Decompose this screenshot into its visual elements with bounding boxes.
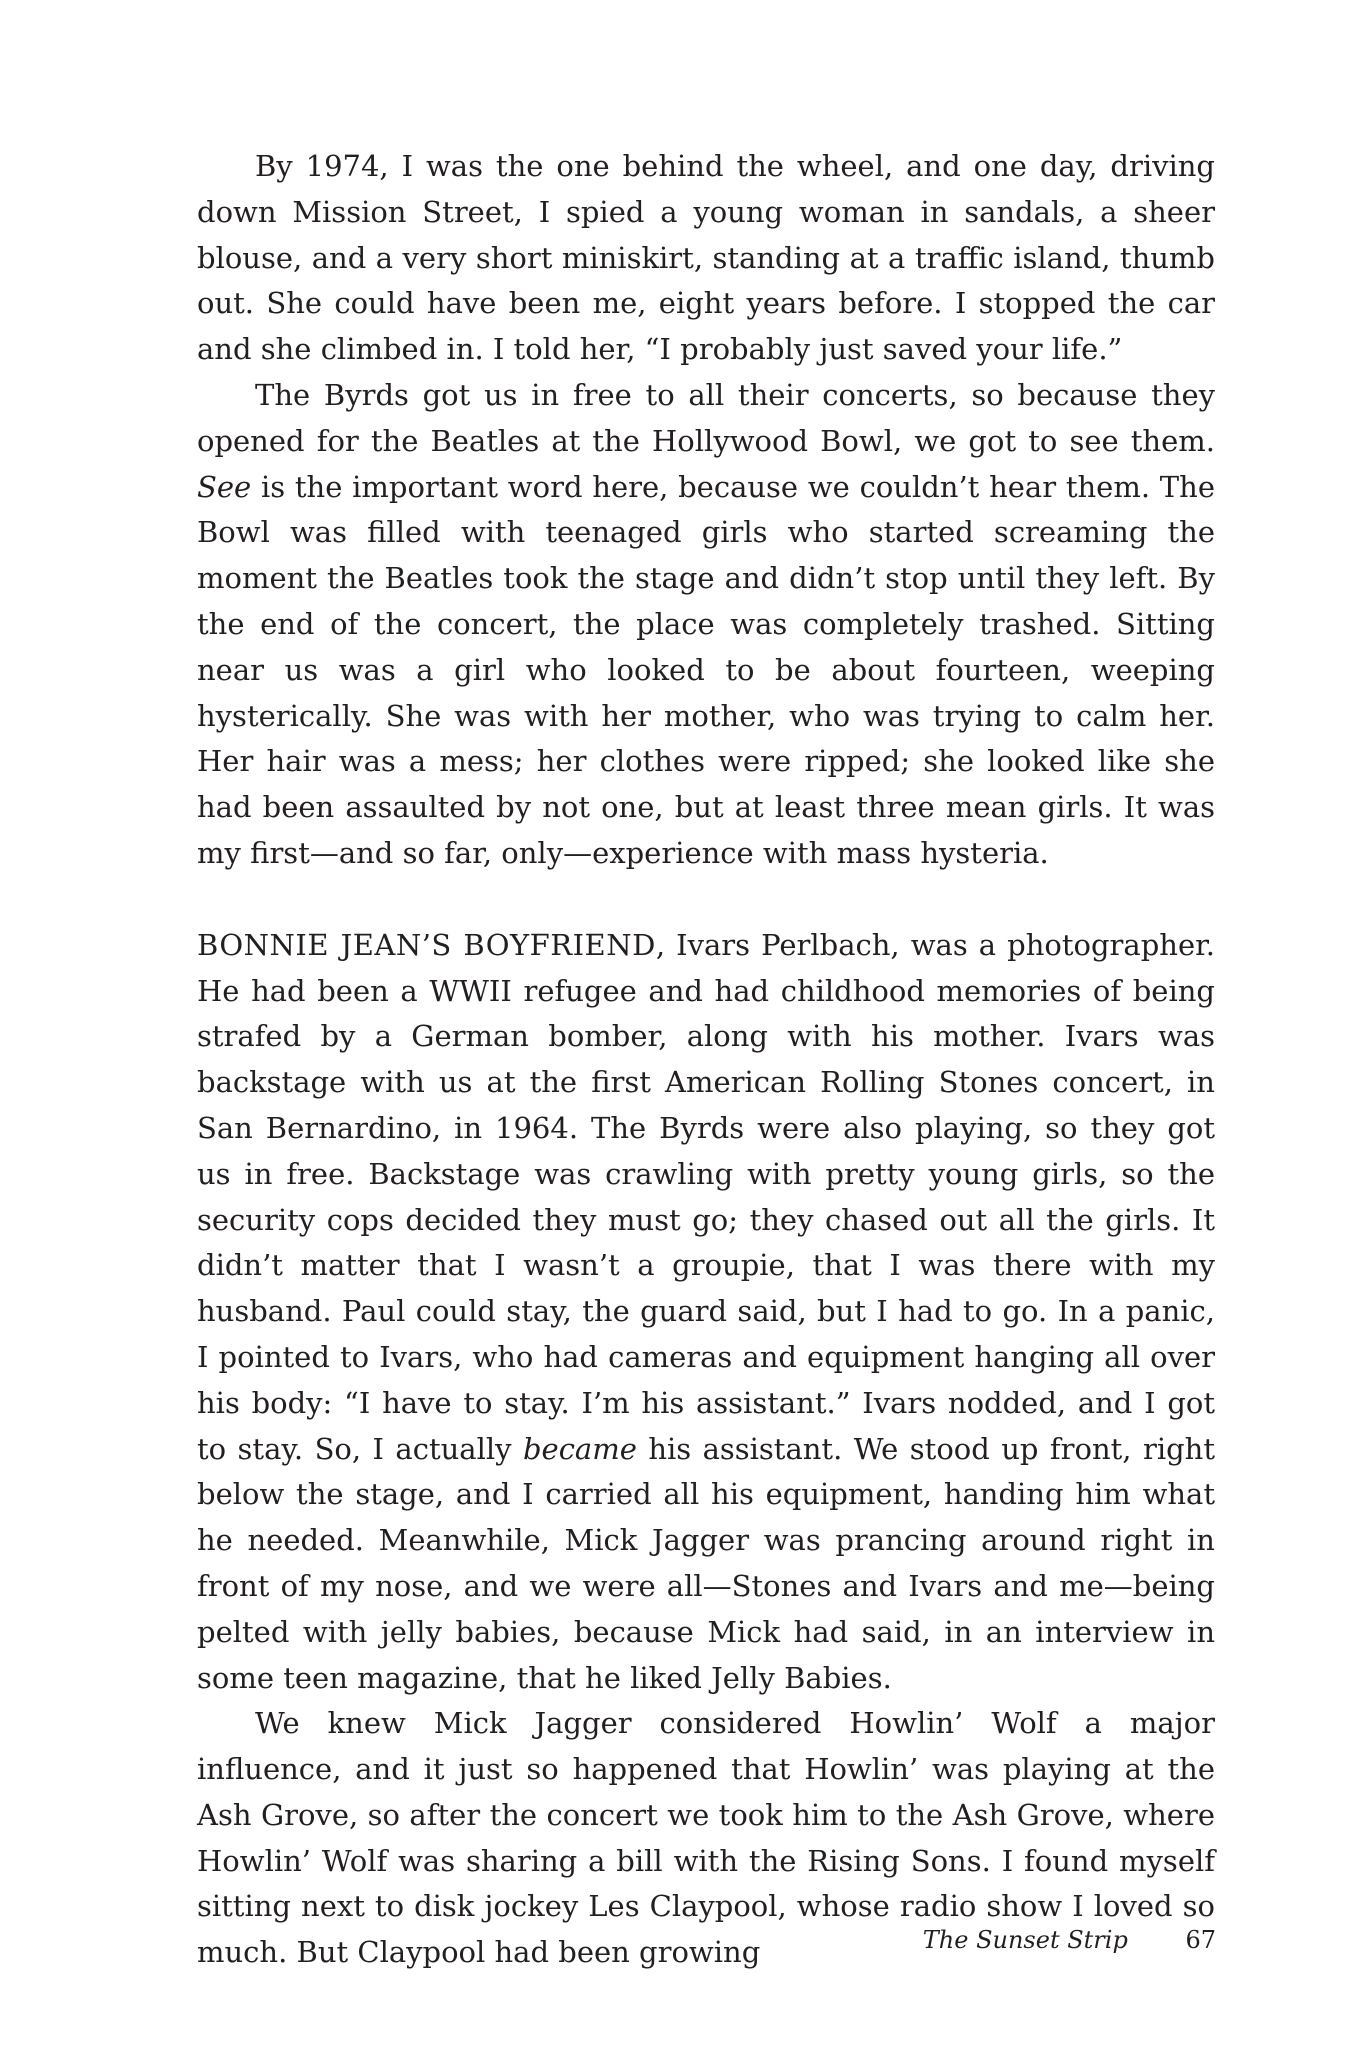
paragraph-p1	[197, 144, 1215, 373]
page-number: 67	[1185, 1926, 1216, 1954]
paragraph-p2	[197, 373, 1215, 877]
page-body	[197, 144, 1215, 1976]
emphasis-text: See	[197, 469, 252, 504]
running-footer	[0, 1925, 1216, 1955]
text-run: The Byrds got us in free to all their concerts, so because they opened for the Beatles at the Hollywood Bowl, we got to see them.	[197, 377, 1215, 458]
paragraph-p3	[197, 923, 1215, 1702]
text-run: We knew Mick Jagger considered Howlin’ Wolf a major influence, and it just so happened that Howlin’ was playing at the Ash Grove, so after the concert we took him to the Ash Grove, where Howlin’ Wolf was sharing a bill with the Rising Sons. I found myself sitting next to disk jockey Les Claypool, whose radio show I loved so much. But Claypool had been growing	[197, 1706, 1215, 1970]
text-run: By 1974, I was the one behind the wheel, and one day, driving down Mission Street, I spied a young woman in sandals, a sheer blouse, and a very short miniskirt, standing at a traffic island, thumb out. She could have been me, eight years before. I stopped the car and she climbed in. I told her, “I probably just saved your life.”	[197, 149, 1215, 367]
emphasis-text: became	[522, 1431, 637, 1466]
text-run: is the important word here, because we couldn’t hear them. The Bowl was filled with teenaged girls who started screaming the moment the Beatles took the stage and didn’t stop until they left. By the end of the concert, the place was completely trashed. Sitting near us was a girl who looked to be about fourteen, weeping hysterically. She was with her mother, who was trying to calm her. Her hair was a mess; her clothes were ripped; she looked like she had been assaulted by not one, but at least three mean girls. It was my first—and so far, only—experience with mass hysteria.	[197, 469, 1215, 870]
text-run: , Ivars Perlbach, was a photographer. He had been a WWII refugee and had childhood memories of being strafed by a German bomber, along with his mother. Ivars was backstage with us at the first American Rolling Stones concert, in San Bernardino, in 1964. The Byrds were also playing, so they got us in free. Backstage was crawling with pretty young girls, so the security cops decided they must go; they chased out all the girls. It didn’t matter that I wasn’t a groupie, that I was there with my husband. Paul could stay, the guard said, but I had to go. In a panic, I pointed to Ivars, who had cameras and equipment hanging all over his body: “I have to stay. I’m his assistant.” Ivars nodded, and I got to stay. So, I actually	[197, 927, 1216, 1466]
lead-in-smallcaps: BONNIE JEAN’S BOYFRIEND	[197, 927, 656, 962]
text-run: his assistant. We stood up front, right below the stage, and I carried all his equipment, handing him what he needed. Meanwhile, Mick Jagger was prancing around right in front of my nose, and we were all—Stones and Ivars and me—being pelted with jelly babies, because Mick had said, in an interview in some teen magazine, that he liked Jelly Babies.	[197, 1431, 1215, 1695]
section-break	[197, 877, 1215, 923]
running-title: The Sunset Strip	[922, 1926, 1128, 1954]
